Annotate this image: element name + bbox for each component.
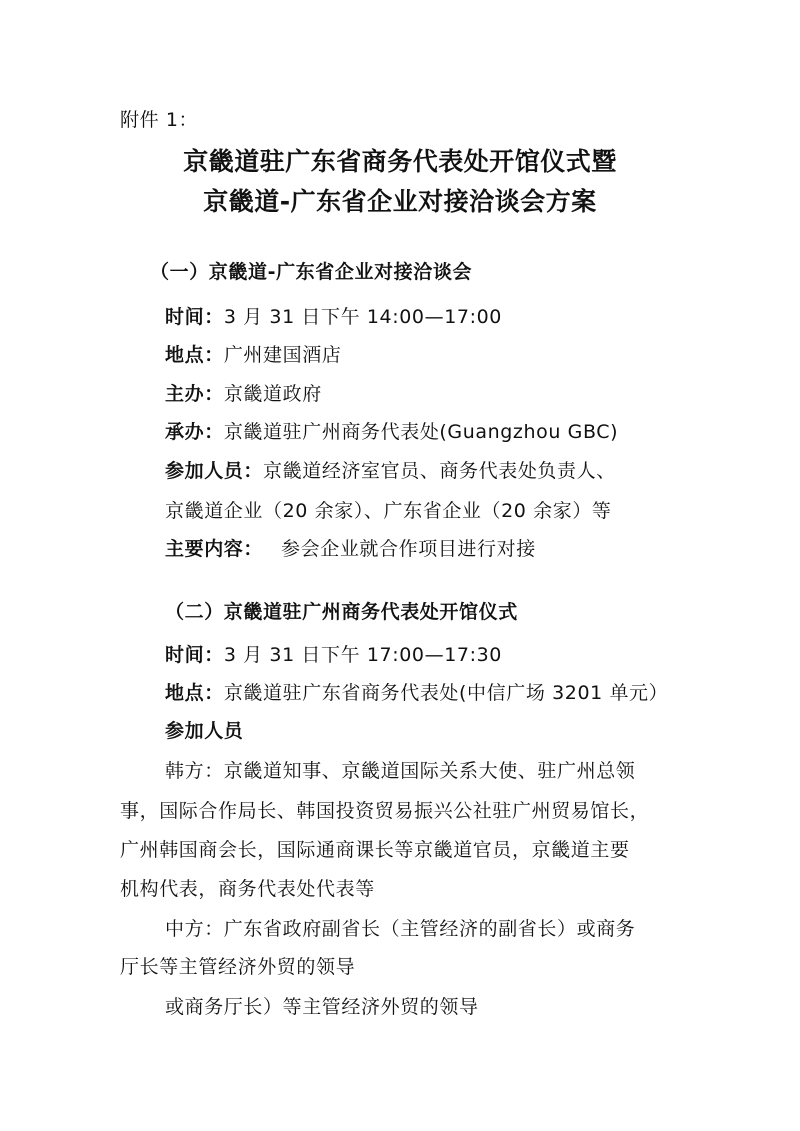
section2-time	[165, 643, 502, 667]
china-side-line3: 或商务厅长）等主管经济外贸的领导	[165, 996, 479, 1018]
korea-side-line4: 机构代表，商务代表处代表等	[120, 878, 375, 900]
section1-content-value: 参会企业就合作项目进行对接	[281, 538, 536, 560]
china-side-line2: 厅长等主管经济外贸的领导	[120, 956, 356, 978]
section2-participants-label: 参加人员	[165, 720, 244, 742]
section2-time-label: 时间：	[165, 644, 224, 666]
section1-time-value: 3 月 31 日下午 14:00—17:00	[223, 306, 502, 328]
section2-place-value: 京畿道驻广东省商务代表处(中信广场 3201 单元）	[223, 682, 669, 704]
section2-place-label: 地点：	[165, 682, 224, 704]
attachment-label: 附件 1：	[120, 109, 199, 131]
section1-host	[165, 382, 322, 406]
section2-heading: （二）京畿道驻广州商务代表处开馆仪式	[165, 601, 518, 623]
section1-place-label: 地点：	[165, 344, 224, 366]
section2-place	[165, 681, 668, 705]
section1-heading: （一）京畿道-广东省企业对接洽谈会	[150, 261, 473, 283]
korea-side-line3: 广州韩国商会长，国际通商课长等京畿道官员，京畿道主要	[120, 839, 630, 861]
section1-time	[165, 305, 502, 329]
section1-place	[165, 343, 341, 367]
section1-content-label: 主要内容：	[165, 538, 264, 560]
korea-side-line1: 韩方：京畿道知事、京畿道国际关系大使、驻广州总领	[165, 760, 636, 782]
section2-time-value: 3 月 31 日下午 17:00—17:30	[223, 644, 502, 666]
section1-host-label: 主办：	[165, 383, 224, 405]
china-side-line1: 中方：广东省政府副省长（主管经济的副省长）或商务	[165, 918, 636, 940]
section1-content	[165, 537, 536, 561]
section1-participants	[165, 459, 616, 483]
section1-place-value: 广州建国酒店	[223, 344, 342, 366]
section1-participants-line1: 京畿道经济室官员、商务代表处负责人、	[263, 460, 616, 482]
document-title-line2: 京畿道-广东省企业对接洽谈会方案	[203, 187, 597, 216]
section1-participants-line2: 京畿道企业（20 余家）、广东省企业（20 余家）等	[165, 500, 612, 522]
section1-organizer-label: 承办：	[165, 421, 224, 443]
document-title-line1: 京畿道驻广东省商务代表处开馆仪式暨	[183, 147, 617, 176]
section1-organizer-value: 京畿道驻广州商务代表处(Guangzhou GBC)	[223, 421, 619, 443]
section1-organizer	[165, 420, 618, 444]
section1-host-value: 京畿道政府	[223, 383, 322, 405]
section1-participants-label: 参加人员：	[165, 460, 264, 482]
korea-side-line2: 事，国际合作局长、韩国投资贸易振兴公社驻广州贸易馆长，	[120, 800, 650, 822]
section1-time-label: 时间：	[165, 306, 224, 328]
